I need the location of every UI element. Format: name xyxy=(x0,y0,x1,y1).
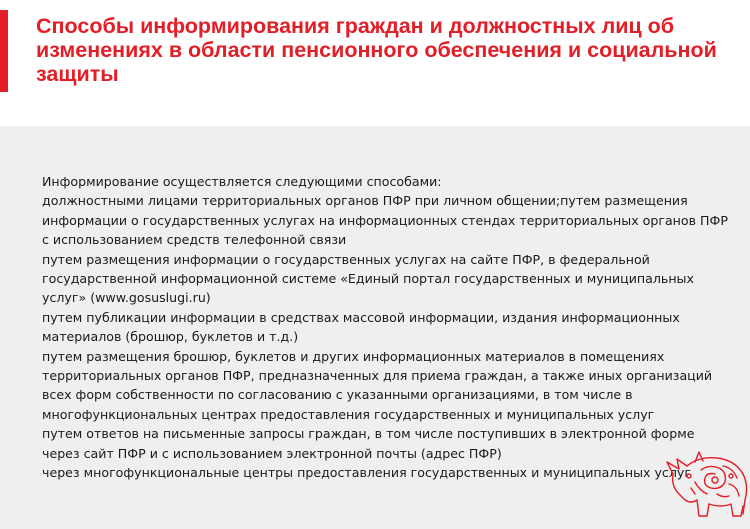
body-line: путем размещения брошюр, буклетов и других информационных материалов в помещениях территориальных органов ПФР, предназначенных для приема граждан, а также иных организаций всех форм собственности по согласованию с указанными организациями, в том числе в многофункциональных центрах предоставления государственных и муниципальных услуг xyxy=(42,348,713,422)
body-line: путем размещения информации о государственных услугах на сайте ПФР, в федеральной государственной информационной системе «Единый портал государственных и муниципальных услуг» (www.gosuslugi.ru) xyxy=(42,251,694,306)
body-line: путем ответов на письменные запросы граждан, в том числе поступивших в электронной форме через сайт ПФР и с использованием электронной почты (адрес ПФР) xyxy=(42,426,695,461)
body-line: путем публикации информации в средствах массовой информации, издания информационных материалов (брошюр, буклетов и т.д.) xyxy=(42,309,680,345)
body-line: должностными лицами территориальных органов ПФР при личном общении;путем размещения информации о государственных услугах на информационных стендах территориальных органов ПФР xyxy=(42,193,728,228)
accent-bar xyxy=(0,10,8,92)
rhino-logo-icon xyxy=(665,440,750,520)
body-text xyxy=(42,172,732,483)
body-line: Информирование осуществляется следующими способами: xyxy=(42,174,442,189)
slide-title: Способы информирования граждан и должностных лиц об изменениях в области пенсионного обеспечения и социальной защиты xyxy=(36,14,717,86)
body-line: через многофункциональные центры предоставления государственных и муниципальных услуг xyxy=(42,465,691,481)
body-line: с использованием средств телефонной связи xyxy=(42,232,347,248)
